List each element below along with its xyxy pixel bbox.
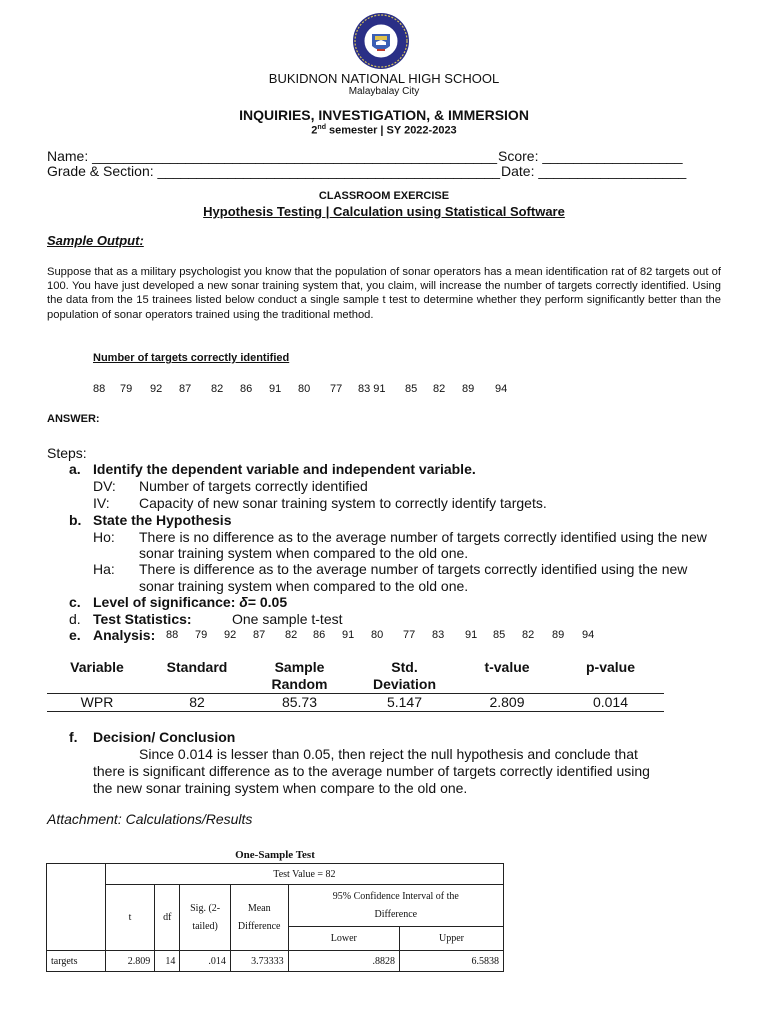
data-value: 82: [211, 383, 224, 395]
step-c-letter: c.: [69, 594, 81, 610]
results-header-row: [47, 659, 664, 694]
step-e-letter: e.: [69, 627, 81, 643]
spss-output-table: [46, 863, 504, 972]
spss-col-upper: Upper: [399, 927, 503, 951]
analysis-value: 88: [166, 629, 179, 641]
analysis-value: 85: [493, 629, 506, 641]
data-value: 79: [120, 383, 133, 395]
col-std-deviation: Std. Deviation: [372, 659, 436, 692]
col-variable: Variable: [70, 659, 124, 675]
spss-row-sig: .014: [180, 951, 230, 972]
analysis-value: 83: [432, 629, 445, 641]
col-sample-random: Sample Random: [271, 659, 328, 692]
spss-row-t: 2.809: [105, 951, 154, 972]
subject-title: INQUIRIES, INVESTIGATION, & IMMERSION: [239, 107, 529, 123]
spss-row-mean: 3.73333: [230, 951, 288, 972]
spss-row-label: targets: [47, 951, 106, 972]
iv-value: Capacity of new sonar training system to correctly identify targets.: [139, 495, 547, 511]
step-c-text: Level of significance: δ= 0.05: [93, 594, 288, 610]
step-d-text: Test Statistics:: [93, 611, 192, 627]
ha-key: Ha:: [93, 561, 115, 577]
delta-symbol: δ: [239, 594, 248, 610]
spss-col-lower: Lower: [288, 927, 399, 951]
spss-col-sig: Sig. (2- tailed): [180, 885, 230, 951]
analysis-value: 87: [253, 629, 266, 641]
spss-col-mean: Mean Difference: [230, 885, 288, 951]
school-city: Malaybalay City: [348, 86, 420, 97]
analysis-value: 82: [522, 629, 535, 641]
conclusion-line-1: Since 0.014 is lesser than 0.05, then reject the null hypothesis and conclude that: [139, 746, 638, 762]
answer-label: ANSWER:: [47, 413, 100, 425]
cell-variable: WPR: [80, 694, 114, 710]
data-value: 82: [433, 383, 446, 395]
spss-test-value: Test Value = 82: [105, 864, 503, 885]
step-a-text: Identify the dependent variable and independent variable.: [93, 461, 476, 477]
results-row: [47, 694, 664, 712]
analysis-value: 82: [285, 629, 298, 641]
grade-section-field[interactable]: Grade & Section: ____________________________________________: [47, 163, 501, 179]
sample-output-label: Sample Output:: [47, 233, 144, 248]
cell-p-value: 0.014: [592, 694, 629, 710]
spss-row-df: 14: [155, 951, 180, 972]
analysis-value: 92: [224, 629, 237, 641]
cell-sample-random: 85.73: [281, 694, 318, 710]
date-field[interactable]: Date: ___________________: [501, 163, 687, 179]
exercise-subtitle: Hypothesis Testing | Calculation using Statistical Software: [203, 204, 565, 219]
score-field[interactable]: Score: __________________: [498, 148, 683, 164]
data-value: 87: [179, 383, 192, 395]
step-f-text: Decision/ Conclusion: [93, 729, 236, 745]
spss-corner: [47, 864, 106, 951]
analysis-value: 94: [582, 629, 595, 641]
semester-line: 2nd semester | SY 2022-2023: [311, 124, 457, 137]
attachment-label: Attachment: Calculations/Results: [47, 811, 253, 827]
data-value: 94: [495, 383, 508, 395]
data-value: 89: [462, 383, 475, 395]
analysis-value: 79: [195, 629, 208, 641]
dv-key: DV:: [93, 478, 116, 494]
data-value: 77: [330, 383, 343, 395]
data-value: 85: [405, 383, 418, 395]
name-field[interactable]: Name: ____________________________________________________: [47, 148, 498, 164]
ho-line-2: sonar training system when compared to the old one.: [139, 545, 469, 561]
school-seal-logo: [352, 12, 410, 70]
step-b-letter: b.: [69, 512, 82, 528]
cell-standard: 82: [189, 694, 205, 710]
problem-statement: Suppose that as a military psychologist you know that the population of sonar operators has a mean identification rat of 82 targets out of 100. You have just developed a new sonar training system that, you claim, will increase the number of targets correctly identified. Using the data from the 15 trainees listed below conduct a single sample t test to determine whether they perform significantly better than the population of sonar operators trained using the traditional method.: [47, 266, 721, 321]
data-value: 86: [240, 383, 253, 395]
analysis-value: 86: [313, 629, 326, 641]
ho-line-1: There is no difference as to the average number of targets correctly identified using the new: [139, 529, 707, 545]
conclusion-line-2: there is significant difference as to the average number of targets correctly identified using: [93, 763, 650, 779]
step-e-text: Analysis:: [93, 627, 156, 643]
spss-col-df: df: [155, 885, 180, 951]
col-standard: Standard: [166, 659, 228, 675]
spss-col-ci: 95% Confidence Interval of the Difference: [288, 885, 503, 927]
cell-t-value: 2.809: [489, 694, 525, 710]
analysis-value: 77: [403, 629, 416, 641]
dv-value: Number of targets correctly identified: [139, 478, 368, 494]
analysis-value: 91: [342, 629, 355, 641]
data-value: 92: [150, 383, 163, 395]
spss-row-upper: 6.5838: [399, 951, 503, 972]
analysis-value: 89: [552, 629, 565, 641]
spss-row-lower: .8828: [288, 951, 399, 972]
step-b-text: State the Hypothesis: [93, 512, 232, 528]
ha-line-2: sonar training system when compared to the old one.: [139, 578, 469, 594]
analysis-value: 91: [465, 629, 478, 641]
data-value: 91: [269, 383, 282, 395]
conclusion-line-3: the new sonar training system when compare to the old one.: [93, 780, 468, 796]
exercise-title: CLASSROOM EXERCISE: [318, 190, 450, 202]
data-value: 80: [298, 383, 311, 395]
step-d-value: One sample t-test: [232, 611, 343, 627]
step-f-letter: f.: [69, 729, 78, 745]
spss-title: One-Sample Test: [235, 849, 315, 861]
ha-line-1: There is difference as to the average number of targets correctly identified using the new: [139, 561, 688, 577]
step-d-letter: d.: [69, 611, 81, 627]
data-value: 88: [93, 383, 106, 395]
targets-label: Number of targets correctly identified: [93, 352, 290, 364]
col-t-value: t-value: [484, 659, 530, 675]
school-name: BUKIDNON NATIONAL HIGH SCHOOL: [268, 71, 500, 86]
spss-col-t: t: [105, 885, 154, 951]
cell-std-deviation: 5.147: [386, 694, 423, 710]
col-p-value: p-value: [585, 659, 635, 675]
data-value: 83 91: [358, 383, 386, 395]
analysis-value: 80: [371, 629, 384, 641]
ho-key: Ho:: [93, 529, 115, 545]
steps-label: Steps:: [47, 445, 87, 461]
step-a-letter: a.: [69, 461, 81, 477]
iv-key: IV:: [93, 495, 110, 511]
results-table: [47, 659, 664, 712]
